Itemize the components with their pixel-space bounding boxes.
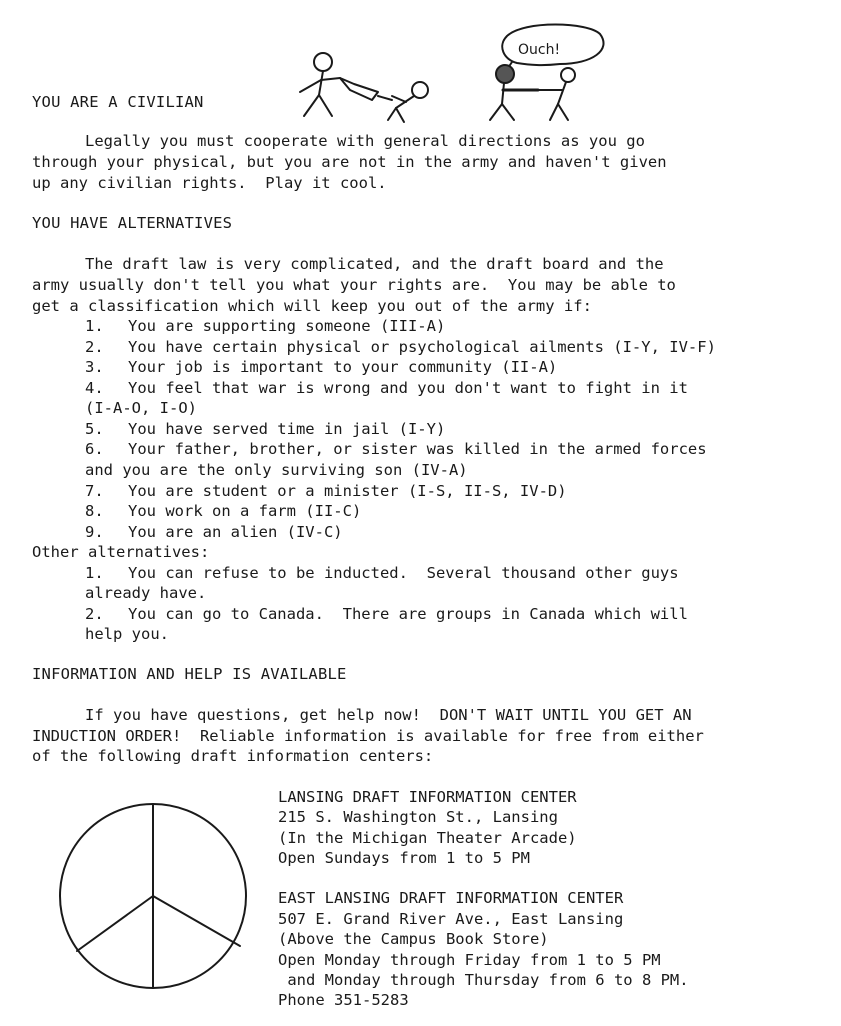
speech-bubble-text: Ouch!: [518, 42, 561, 58]
alternative-item-3: [85, 357, 557, 378]
stick-figure-cartoon: [292, 20, 622, 130]
item-number: 8.: [85, 502, 104, 520]
item-text: You work on a farm (II-C): [128, 502, 362, 520]
center-1-name: LANSING DRAFT INFORMATION CENTER: [278, 788, 577, 806]
center-2-phone: Phone 351-5283: [278, 991, 409, 1009]
center-2-hours: Open Monday through Friday from 1 to 5 PM: [278, 951, 661, 969]
item-text: You are an alien (IV-C): [128, 523, 343, 541]
alternative-item-6-continued: and you are the only surviving son (IV-A): [85, 461, 468, 479]
item-text: Your job is important to your community (II-A): [128, 358, 558, 376]
alternative-item-1: [85, 316, 445, 337]
item-text: You can refuse to be inducted. Several thousand other guys: [128, 564, 679, 582]
other-alternative-item-2: [85, 604, 688, 625]
item-text: You can go to Canada. There are groups in Canada which will: [128, 605, 688, 623]
item-text: You are student or a minister (I-S, II-S, IV-D): [128, 482, 567, 500]
center-1-address: 215 S. Washington St., Lansing: [278, 808, 558, 826]
center-2-location: (Above the Campus Book Store): [278, 930, 549, 948]
info-text-line: INDUCTION ORDER! Reliable information is available for free from either: [32, 727, 704, 745]
alternatives-intro-line: The draft law is very complicated, and the draft board and the: [85, 255, 664, 273]
item-number: 6.: [85, 440, 104, 458]
alternative-item-4-continued: (I-A-O, I-O): [85, 399, 197, 417]
item-number: 9.: [85, 523, 104, 541]
item-text: You are supporting someone (III-A): [128, 317, 446, 335]
item-text: You have certain physical or psychological ailments (I-Y, IV-F): [128, 338, 716, 356]
item-number: 2.: [85, 338, 104, 356]
info-text-line: If you have questions, get help now! DON'T WAIT UNTIL YOU GET AN: [85, 706, 692, 724]
heading-information-and-help: INFORMATION AND HELP IS AVAILABLE: [32, 665, 347, 683]
civilian-text-line: through your physical, but you are not in the army and haven't given: [32, 153, 667, 171]
peace-sign-icon: [55, 796, 255, 996]
other-alternative-item-1: [85, 563, 679, 584]
alternative-item-4: [85, 378, 688, 399]
center-1-location: (In the Michigan Theater Arcade): [278, 829, 577, 847]
other-alternative-item-1-continued: already have.: [85, 584, 207, 602]
heading-you-are-a-civilian: YOU ARE A CIVILIAN: [32, 93, 204, 111]
item-number: 4.: [85, 379, 104, 397]
heading-you-have-alternatives: YOU HAVE ALTERNATIVES: [32, 214, 233, 232]
center-2-hours: and Monday through Thursday from 6 to 8 PM.: [278, 971, 689, 989]
item-text: You feel that war is wrong and you don't want to fight in it: [128, 379, 688, 397]
alternative-item-8: [85, 501, 361, 522]
alternative-item-9: [85, 522, 343, 543]
alternative-item-2: [85, 337, 716, 358]
alternative-item-6: [85, 439, 707, 460]
center-2-address: 507 E. Grand River Ave., East Lansing: [278, 910, 624, 928]
item-number: 5.: [85, 420, 104, 438]
item-number: 2.: [85, 605, 104, 623]
item-number: 1.: [85, 317, 104, 335]
item-number: 7.: [85, 482, 104, 500]
item-number: 1.: [85, 564, 104, 582]
other-alternative-item-2-continued: help you.: [85, 625, 169, 643]
alternative-item-5: [85, 419, 445, 440]
alternative-item-7: [85, 481, 567, 502]
item-text: Your father, brother, or sister was killed in the armed forces: [128, 440, 707, 458]
civilian-text-line: up any civilian rights. Play it cool.: [32, 174, 387, 192]
alternatives-intro-line: get a classification which will keep you out of the army if:: [32, 297, 592, 315]
center-1-hours: Open Sundays from 1 to 5 PM: [278, 849, 530, 867]
info-text-line: of the following draft information centers:: [32, 747, 434, 765]
alternatives-intro-line: army usually don't tell you what your rights are. You may be able to: [32, 276, 676, 294]
item-text: You have served time in jail (I-Y): [128, 420, 446, 438]
civilian-text-line: Legally you must cooperate with general directions as you go: [85, 132, 645, 150]
item-number: 3.: [85, 358, 104, 376]
center-2-name: EAST LANSING DRAFT INFORMATION CENTER: [278, 889, 624, 907]
other-alternatives-heading: Other alternatives:: [32, 543, 210, 561]
